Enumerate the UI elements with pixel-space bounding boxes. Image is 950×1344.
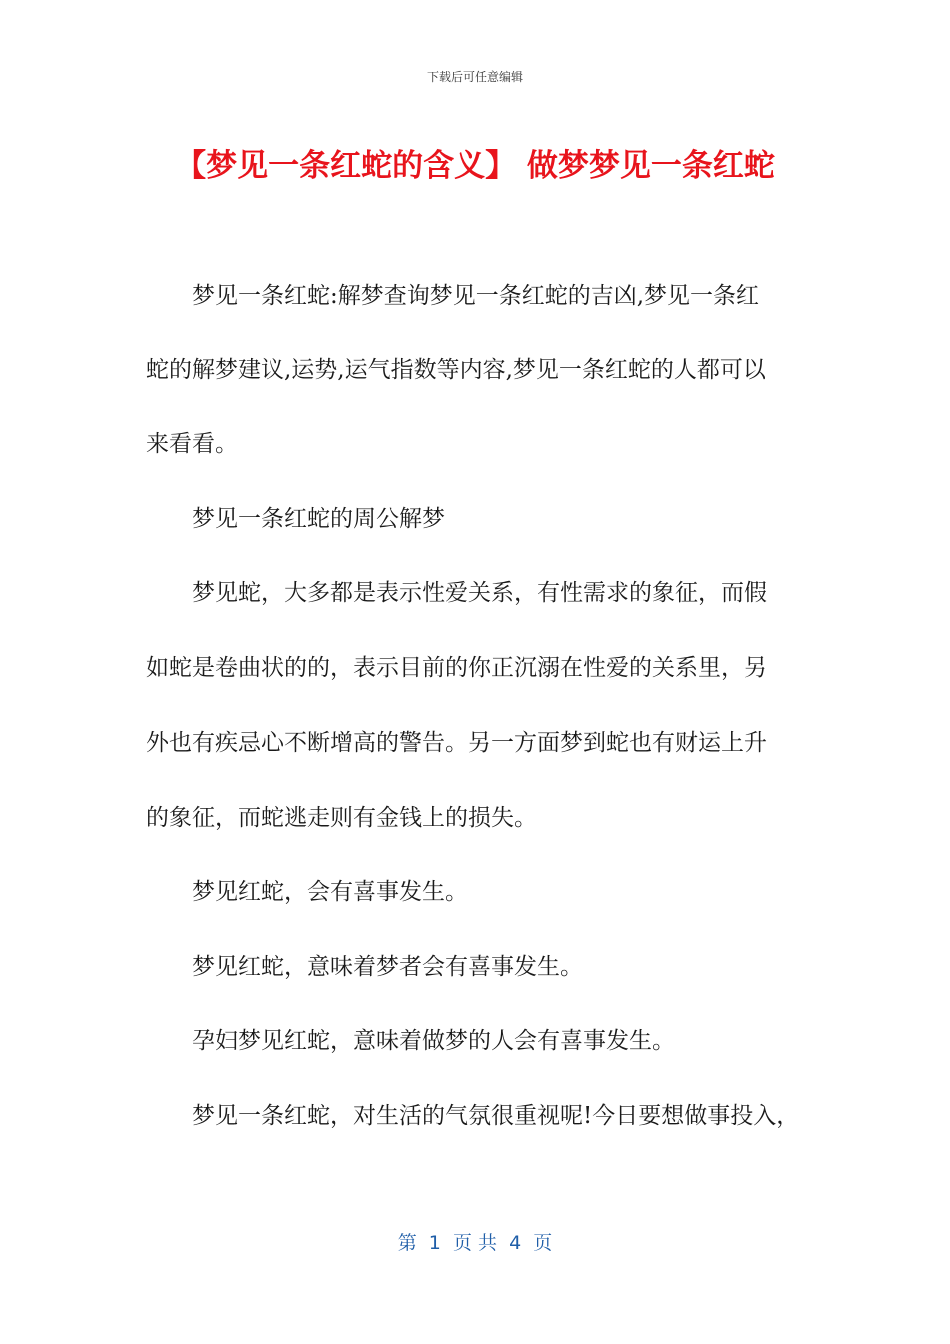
paragraph-line: 梦见一条红蛇，对生活的气氛很重视呢!今日要想做事投入， — [146, 1103, 800, 1129]
paragraph-line: 如蛇是卷曲状的的，表示目前的你正沉溺在性爱的关系里，另 — [146, 655, 767, 681]
paragraph-line: 梦见一条红蛇的周公解梦 — [146, 506, 445, 532]
header-note: 下载后可任意编辑 — [426, 70, 523, 84]
paragraph-line: 梦见红蛇，会有喜事发生。 — [146, 879, 468, 905]
paragraph-line: 外也有疾忌心不断增高的警告。另一方面梦到蛇也有财运上升 — [146, 730, 767, 756]
paragraph-line: 蛇的解梦建议,运势,运气指数等内容,梦见一条红蛇的人都可以 — [146, 357, 766, 383]
page-title: 【梦见一条红蛇的含义】 做梦梦见一条红蛇 — [175, 148, 775, 184]
paragraph-line: 来看看。 — [146, 431, 238, 457]
paragraph-line: 梦见红蛇，意味着梦者会有喜事发生。 — [146, 954, 583, 980]
page-number-footer: 第 1 页 共 4 页 — [397, 1232, 553, 1254]
paragraph-line: 孕妇梦见红蛇，意味着做梦的人会有喜事发生。 — [146, 1028, 675, 1054]
paragraph-line: 梦见一条红蛇:解梦查询梦见一条红蛇的吉凶,梦见一条红 — [146, 283, 760, 309]
paragraph-line: 梦见蛇，大多都是表示性爱关系，有性需求的象征，而假 — [146, 580, 767, 606]
paragraph-line: 的象征，而蛇逃走则有金钱上的损失。 — [146, 805, 537, 831]
